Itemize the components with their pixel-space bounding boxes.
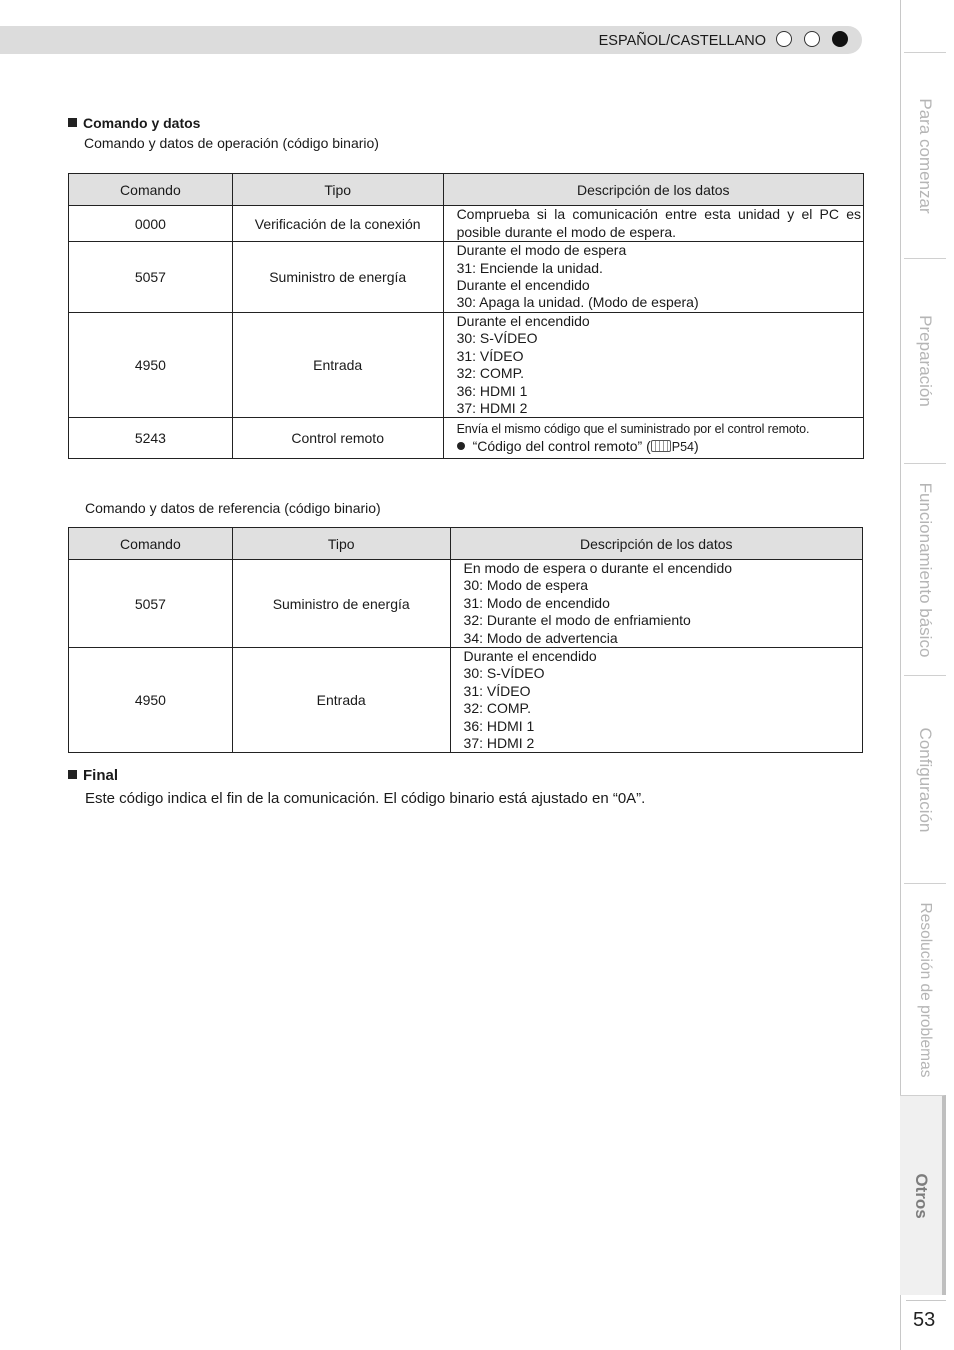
table-row — [69, 648, 863, 753]
table-row — [69, 206, 864, 242]
table-row — [69, 242, 864, 313]
tab-para-comenzar[interactable]: Para comenzar — [904, 52, 946, 258]
square-bullet-icon — [68, 770, 77, 779]
description-cell: Durante el modo de espera 31: Enciende la unidad. Durante el encendido 30: Apaga la unidad. (Modo de espera) — [443, 242, 863, 313]
command-cell: 4950 — [69, 313, 233, 418]
column-header: Descripción de los datos — [443, 174, 863, 206]
command-cell: 5057 — [69, 560, 233, 648]
book-reference-icon — [651, 440, 671, 452]
description-cell: Envía el mismo código que el suministrado por el control remoto. “Código del control remoto” ( P54) — [443, 418, 863, 459]
type-cell: Entrada — [232, 648, 450, 753]
column-header: Comando — [69, 528, 233, 560]
type-cell: Control remoto — [232, 418, 443, 459]
table-row — [69, 418, 864, 459]
command-cell: 0000 — [69, 206, 233, 242]
column-header: Comando — [69, 174, 233, 206]
square-bullet-icon — [68, 118, 77, 127]
bullet-icon — [457, 442, 465, 450]
operation-command-table — [68, 173, 864, 459]
language-label: ESPAÑOL/CASTELLANO — [598, 33, 766, 49]
section-heading: Comando y datos — [68, 115, 200, 131]
page-reference-link[interactable]: P54 — [671, 439, 694, 454]
description-cell: Durante el encendido 30: S-VÍDEO 31: VÍDEO 32: COMP. 36: HDMI 1 37: HDMI 2 — [443, 313, 863, 418]
table-row — [69, 560, 863, 648]
page-number-box — [906, 1300, 946, 1341]
language-bar — [0, 26, 862, 54]
type-cell: Entrada — [232, 313, 443, 418]
language-dot-filled — [832, 31, 848, 47]
description-cell: En modo de espera o durante el encendido 30: Modo de espera 31: Modo de encendido 32: Durante el modo de enfriamiento 34: Modo de advertencia — [450, 560, 862, 648]
tab-resolucion-de-problemas[interactable]: Resolución de problemas — [904, 883, 946, 1095]
final-description: Este código indica el fin de la comunicación. El código binario está ajustado en “0A”. — [85, 790, 646, 807]
type-cell: Suministro de energía — [232, 560, 450, 648]
section1-subtitle: Comando y datos de operación (código binario) — [84, 135, 379, 151]
table-header-row — [69, 174, 864, 206]
column-header: Tipo — [232, 528, 450, 560]
final-heading: Final — [68, 767, 118, 784]
column-header: Descripción de los datos — [450, 528, 862, 560]
description-cell: Comprueba si la comunicación entre esta unidad y el PC es posible durante el modo de espera. — [443, 206, 863, 242]
reference-command-table — [68, 527, 863, 753]
description-cell: Durante el encendido 30: S-VÍDEO 31: VÍDEO 32: COMP. 36: HDMI 1 37: HDMI 2 — [450, 648, 862, 753]
command-cell: 5243 — [69, 418, 233, 459]
language-dot-empty-2 — [804, 31, 820, 47]
column-header: Tipo — [232, 174, 443, 206]
page-number: 53 — [913, 1309, 936, 1331]
table-header-row — [69, 528, 863, 560]
type-cell: Verificación de la conexión — [232, 206, 443, 242]
tab-preparacion[interactable]: Preparación — [904, 258, 946, 463]
tab-configuracion[interactable]: Configuración — [904, 675, 946, 883]
type-cell: Suministro de energía — [232, 242, 443, 313]
command-cell: 5057 — [69, 242, 233, 313]
command-cell: 4950 — [69, 648, 233, 753]
section2-subtitle: Comando y datos de referencia (código binario) — [85, 500, 381, 516]
language-dot-empty-1 — [776, 31, 792, 47]
tab-otros[interactable]: Otros — [900, 1095, 946, 1295]
tab-funcionamiento-basico[interactable]: Funcionamiento básico — [904, 463, 946, 675]
table-row — [69, 313, 864, 418]
